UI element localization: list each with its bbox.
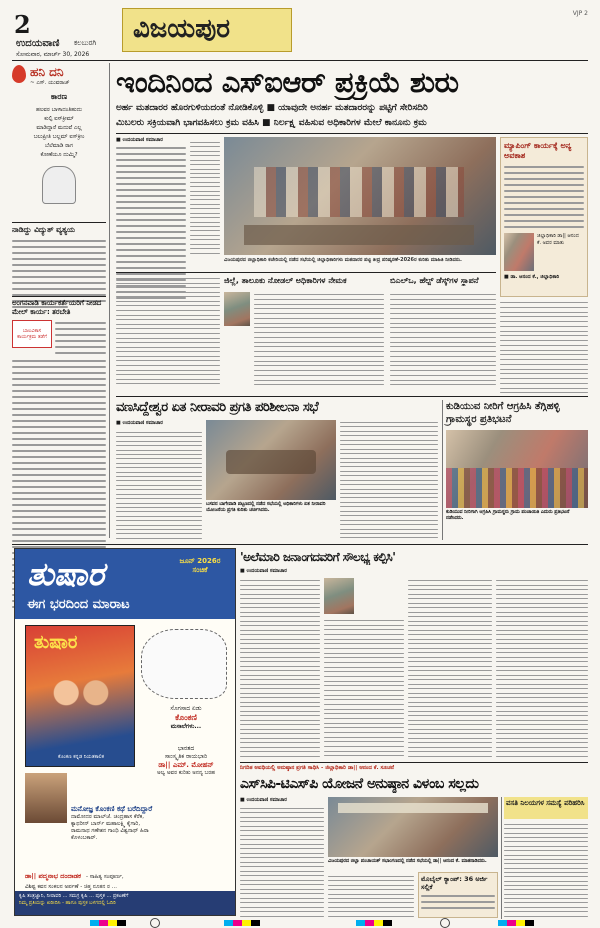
ad-tagline: ಈಗ ಭರದಿಂದ ಮಾರಾಟ [27,597,130,612]
divider [12,544,588,545]
photo-table [244,225,474,245]
poem-line: ಬೆಲೆಮಾಡಿ ರಾಗ [45,143,73,149]
irrigation-caption: ಬಸವನ ಬಾಗೇವಾಡಿ ಪಟ್ಟಣದಲ್ಲಿ ನಡೆದ ಸಭೆಯಲ್ಲಿ ಅಧಿಕಾರಿಗಳು ಏತ ನೀರಾವರಿ ಯೋಜನೆಯ ಪ್ರಗತಿ ಕುರಿತು ಚರ್ಚಿಸಿದರು. [206,502,326,513]
ad-footer [15,891,235,915]
box-caption: ಜಿಲ್ಲಾಧಿಕಾರಿ ಡಾ|| ಆನಂದ ಕೆ. ಅವರ ಮಾತು [537,233,579,246]
dateline: ■ ಉದಯವಾಣಿ ಸಮಾಚಾರ [116,137,163,143]
blo-headline: ಬಿಎಲ್‌ಒ, ಹೆಲ್ಪ್ ಡೆಸ್ಕ್‌ಗಳ ಸ್ಥಾಪನೆ [390,276,479,285]
box-byline: ■ ಡಾ. ಆನಂದ ಕೆ., ಜಿಲ್ಲಾಧಿಕಾರಿ [504,274,560,280]
extra-title: ಡಾ|| ಪದ್ಮನಾಭ ದಂದಾಡಕ [25,872,81,880]
camp-headline: ಮೊಬೈಲ್ ಕ್ಯಾಂಪ್: 36 ಅರ್ಜಿ ಸಲ್ಲಿಕೆ [421,875,488,891]
photo-table [226,450,316,474]
badge-text: ಬಾಲವಿಕಾಸ ಕಾರ್ಯಕ್ರಮ ತಡೆಗೆ [17,328,47,340]
divider [240,762,588,763]
scst-photo [328,797,498,857]
scst-kicker: ನಿಗದಿತ ಅವಧಿಯಲ್ಲಿ ಅನುಷ್ಠಾನ ಪ್ರಗತಿ ಸಾಧಿಸಿ - ಜಿಲ್ಲಾಧಿಕಾರಿ ಡಾ|| ಆನಂದ ಕೆ. ಸೂಚನೆ [240,765,394,771]
land-body-3 [408,578,492,758]
ad-magazine-title: ತುಷಾರ [27,555,105,593]
sidebar-story-1 [12,225,106,295]
lead-headline: ಇಂದಿನಿಂದ ಎಸ್‌ಐಆರ್ ಪ್ರಕ್ರಿಯೆ ಶುರು [116,65,459,99]
color-bar [356,920,392,926]
column-divider [109,63,110,538]
poem-line: ಬಲುಪ್ರೀತಿ ಬಲ್ಲಮ್ ಐಸ್‌ಕ್ರೀಂ [33,134,85,140]
land-body-1 [240,578,320,758]
cartoon-illustration [42,166,76,204]
paper-name: ಉದಯವಾಣಿ [16,38,60,49]
masthead-rule [12,60,588,61]
nodal-body [254,292,384,387]
lead-body-col-2 [190,140,220,255]
column-divider [442,400,443,540]
poem-title: ಕಾರಣ [50,92,68,101]
hostel-headline-box [504,797,588,819]
land-portrait [324,578,354,614]
irrigation-body-2 [340,420,438,540]
story-title: ಮನೋಜ್ಞ ಕೊಂಕಣಿ ಕಥೆ ಬರೆದಿದ್ದಾರೆ [71,805,153,813]
box-title: ಮ್ಯಾಪಿಂಗ್ ಕಾರ್ಯಕ್ಕೆ ಅನ್ಯ ಅವಕಾಶ [504,141,572,160]
ad-side-text [141,705,231,731]
lead-deck-1: ಅರ್ಹ ಮತದಾರರ ಹೊರಗುಳಿಯದಂತೆ ನೋಡಿಕೊಳ್ಳಿ ■ ಯಾವುದೇ ಅನರ್ಹ ಮತದಾರರನ್ನು ಪಟ್ಟಿಗೆ ಸೇರಿಸದಿರಿ [116,103,428,113]
scst-body-2 [328,874,414,918]
blo-body [390,292,496,387]
side-line: ಕೊಂಕಣಿ [175,713,197,722]
story-headline: ಅಂಗನವಾಡಿ ಕಾರ್ಯಕರ್ತೆಯರಿಗೆ ನೀಡದ ಮೇಲ್ ಕಾರ್ಯ: ತರಬೇತಿ [12,299,102,316]
water-caption: ಕುಡಿಯುವ ನೀರಿಗಾಗಿ ಆಗ್ರಹಿಸಿ ಗ್ರಾಮಸ್ಥರು ಗ್ರಾಮ ಪಂಚಾಯಿತಿ ಎದುರು ಪ್ರತಿಭಟನೆ ನಡೆಸಿದರು. [446,510,570,521]
side-line: ಡಾ|| ಎಮ್. ಮೋಹನ್ [158,761,214,769]
camp-box [418,872,498,918]
poem-box [12,92,106,222]
cover-title: ತುಷಾರ [34,632,78,653]
irrigation-headline: ವಣಸಿದ್ದೇಶ್ವರ ಏತ ನೀರಾವರಿ ಪ್ರಗತಿ ಪರಿಶೀಲನಾ ಸಭೆ [116,400,319,415]
color-bar [90,920,126,926]
side-line: ಮಸಾಲೆಗಳು... [170,723,202,730]
ad-story-box [71,805,231,842]
story-headline: ನಾಡಿದ್ದು ವಿದ್ಯುತ್ ವ್ಯತ್ಯಯ [12,225,76,234]
side-line: ಸಾಂಸ್ಕೃತಿಕ ರಾಯಭಾರಿ [164,753,208,760]
scst-caption: ವಿಜಯಪುರದ ಜಿಲ್ಲಾ ಪಂಚಾಯತ್ ಸಭಾಂಗಣದಲ್ಲಿ ನಡೆದ ಸಭೆಯಲ್ಲಿ ಡಾ|| ಆನಂದ ಕೆ. ಮಾತನಾಡಿದರು. [328,859,487,864]
registration-mark [440,918,450,928]
column-divider [501,797,502,919]
ad-side-text-2 [141,745,231,777]
photo-crowd [446,468,588,508]
corner-tag: VJP 2 [572,10,588,17]
land-dateline: ■ ಉದಯವಾಣಿ ಸಮಾಚಾರ [240,568,287,574]
color-bar [224,920,260,926]
nodal-headline: ಜಿಲ್ಲೆ, ತಾಲೂಕು ನೋಡಲ್ ಅಧಿಕಾರಿಗಳ ನೇಮಕ [224,276,347,285]
lead-photo [224,137,496,255]
footer-line: ನಿಮ್ಮ ಪ್ರತಿಯನ್ನು ಖರೀದಿಸಿ - ಹಾಗೂ ಪುಸ್ತಕ ಬಳಗದಲ್ಲಿ ಓದಿರಿ [19,900,116,906]
story-line: ರಾಮನಾಥ ಗಣೇಶನ ಗಾಂಧಿ ವಿಶ್ವನಾಥ್ ಹಿರಾ [71,828,149,834]
registration-mark [150,918,160,928]
sidebar-column-header [12,63,106,89]
divider [12,222,106,223]
irrigation-body-1 [116,430,202,540]
land-body-2 [324,618,404,758]
lead-body-col-right [500,300,588,395]
poem-line: ಕೋಣೆಯೂ ದುಮ್ಮಿ? [40,152,78,158]
lead-deck-2: ಮಿಬಲರು ಸಕ್ರಿಯವಾಗಿ ಭಾಗವಹಿಸಲು ಕ್ರಮ ವಹಿಸಿ ■ ನಿರ್ಲಕ್ಷ್ಯ ವಹಿಸುವ ಅಧಿಕಾರಿಗಳ ಮೇಲೆ ಕಾನೂನು ಕ್ರಮ [116,118,427,128]
divider [116,396,588,397]
hostel-headline: ವಸತಿ ನಿಲಯಗಳ ಸಮಸ್ಯೆ ಪರಿಹರಿಸಿ [506,799,585,807]
lead-body-col-1 [116,137,186,257]
scst-dateline: ■ ಉದಯವಾಣಿ ಸಮಾಚಾರ [240,797,287,803]
lead-body-col-3 [116,276,220,386]
tushara-ad [14,548,236,916]
lead-photo-caption: ವಿಜಯಪುರದ ಜಿಲ್ಲಾಧಿಕಾರಿ ಕಚೇರಿಯಲ್ಲಿ ನಡೆದ ಸಭೆಯಲ್ಲಿ ಜಿಲ್ಲಾಧಿಕಾರಿಗಳು ಮತದಾರರ ಪಟ್ಟಿ ತೀವ್ರ ಪರಿಷ್ಕರಣೆ-2026ರ ಕುರಿತು ಮಾಹಿತಿ ನೀಡಿದರು. [224,257,462,263]
poem-line: ಮಾಡಿದ್ದಾರೆ ಮದುವೆ ಎಲ್ಲ [36,125,82,131]
date-line: ಸೋಮವಾರ, ಮಾರ್ಚ್ 30, 2026 [16,51,90,58]
ad-portrait [25,773,67,823]
poem-line: ಕುಲ್ಫಿ ಐಸ್‌ಕ್ರೀಮ್ [44,116,74,122]
extra-sub: - ಸಾಹಿತ್ಯ ಸಂಪೂರ್ಣ, [86,874,124,880]
poem-line: ಹಲವರ ಬಾಳಾದಂತಿಹುದು [36,107,82,113]
ad-issue-label: ಜೂನ್ 2026ರ ಸಂಚಿಕೆ [179,557,221,574]
official-portrait [504,233,534,271]
ad-sketch [141,629,227,699]
story-line: ಕೊಳಂಬಕಾರ್. [71,835,98,841]
extra-line: ವಿಶಿಷ್ಟ ಕವನ ಸಂಕಲನ ಅರ್ಪಣೆ - ಚಿತ್ತ ನೂತನ ರ ... [25,884,117,890]
page-number: 2 [14,10,31,39]
section-title-box [122,8,292,52]
story-line: ಕ್ಯಾಥರೀನ್ ಬಾರ್ನ್ ಮಹಾಲಕ್ಷ್ಮಿ ಕೈಗಾರಿ, [71,821,141,827]
story-line: ದಾಮೋದರ ಮಾಲ್‌ಜೆ. ಚಂದ್ರಹಾಸ ಕೆರೆಕ, [71,814,144,820]
side-line: ಸೊಗಸಾದ ಏಡು [170,705,202,712]
column-byline: ~ ಎಸ್. ಯುವರಾಜ್ [30,80,70,86]
ad-extra [25,863,229,891]
edition-city: ಕಲಬುರಗಿ [74,39,97,47]
scst-body-1 [240,806,324,918]
divider [12,296,106,297]
land-headline: 'ಅಲೆಮಾರಿ ಜನಾಂಗದವರಿಗೆ ಸೌಲಭ್ಯ ಕಲ್ಪಿಸಿ' [240,550,396,564]
cover-figures [44,668,118,730]
mapping-box [500,137,588,297]
photo-banner [338,803,488,813]
drop-icon [12,65,26,83]
side-line: ಅಲ್ವ ಅವರ ಕುರಿತು ಅನನ್ಯ ಬರಹ [157,770,215,776]
story-badge [12,320,52,348]
footer-line: ಕೃಷಿ ತಂತ್ರಜ್ಞಾನಿ, ನೀರಾವರಿ ... ಸಮಗ್ರ ಕೃಷಿ ... ಪುಸ್ತಕ ... ಪ್ರಕಟಣೆಗೆ [19,893,129,899]
water-headline: ಕುಡಿಯುವ ನೀರಿಗೆ ಆಗ್ರಹಿಸಿ ತೆಗ್ಗಿಹಳ್ಳಿ ಗ್ರಾಮಸ್ಥರ ಪ್ರತಿಭಟನೆ [446,401,560,425]
color-bar [498,920,534,926]
ad-masthead [15,549,235,619]
sidebar-story-2 [12,299,106,539]
land-body-4 [496,578,588,758]
irrigation-photo [206,420,336,500]
irrigation-dateline: ■ ಉದಯವಾಣಿ ಸಮಾಚಾರ [116,420,163,426]
side-line: ಭಾರತದ [177,745,195,752]
ad-cover-image [25,625,135,767]
water-photo [446,430,588,508]
photo-people [254,167,464,217]
scst-headline: ಎಸ್‌ಸಿಪಿ-ಟಿಎಸ್‌ಪಿ ಯೋಜನೆ ಅನುಷ್ಠಾನ ವಿಳಂಬ ಸಲ್ಲದು [240,776,479,792]
column-title: ಹನಿ ದನಿ [30,65,64,79]
masthead [12,8,588,60]
cover-caption: ಕೊಂಕಣ ಕನ್ನಡ ನಿಯತಕಾಲಿಕ [58,754,104,760]
hostel-body [504,822,588,918]
section-title: ವಿಜಯಪುರ [133,14,231,44]
divider [116,133,588,134]
nodal-portrait [224,292,250,326]
divider [116,272,496,273]
